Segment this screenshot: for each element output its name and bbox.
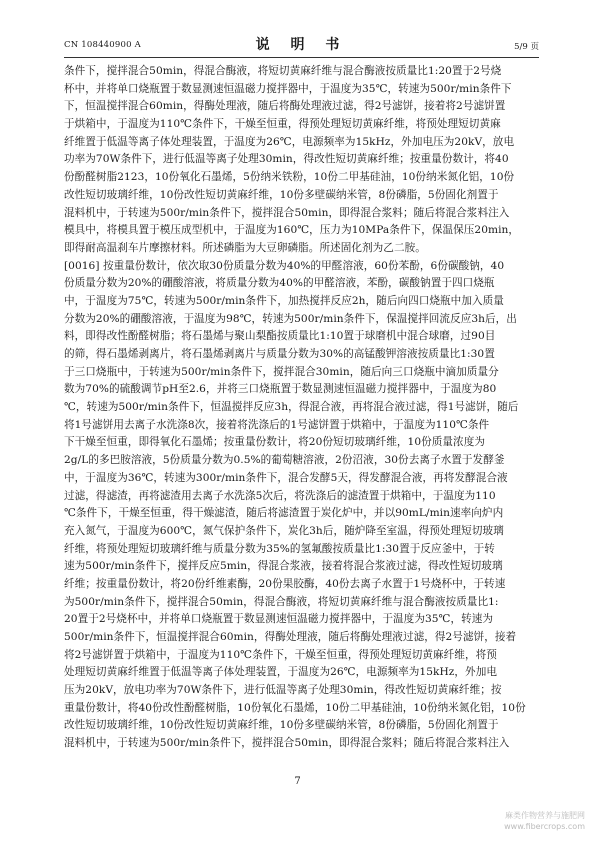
text-line: 重量份数计，将40份改性酚醛树脂，10份氧化石墨烯，10份二甲基硅油，10份纳米氮化铝，10份	[64, 701, 526, 714]
text-line: 将1号滤饼用去离子水洗涤8次，接着将洗涤后的1号滤饼置于烘箱中，于温度为110℃条件	[64, 418, 490, 431]
page-header	[64, 34, 539, 56]
text-line: 过滤，得滤渣，再将滤渣用去离子水洗涤5次后，将洗涤后的滤渣置于烘箱中，于温度为110	[64, 489, 496, 502]
text-line: 混料机中，于转速为500r/min条件下，搅拌混合50min，即得混合浆料；随后将混合浆料注入	[64, 206, 510, 219]
text-line: ℃条件下，干燥至恒重，得干燥滤渣，随后将滤渣置于炭化炉中，并以90mL/min速率向炉内	[64, 507, 504, 520]
text-line: 纤维，将预处理短切玻璃纤维与质量分数为35%的氢氟酸按质量比1:30置于反应釜中，于转	[64, 542, 495, 555]
patent-number: CN 108440900 A	[64, 40, 141, 50]
text-line: 下干燥至恒重，即得氧化石墨烯；按重量份数计，将20份短切玻璃纤维，10份质量浓度为	[64, 436, 485, 449]
text-line: 份质量分数为20%的硼酸溶液，将质量分数为40%的甲醛溶液，苯酚，碳酸钠置于四口烧瓶	[64, 277, 495, 290]
text-line: 的筛，得石墨烯剥离片，将石墨烯剥离片与质量分数为30%的高锰酸钾溶液按质量比1:30置	[64, 348, 495, 360]
text-line: 纤维；按重量份数计，将20份纤维素酶，20份果胶酶，40份去离子水置于1号烧杯中，于转速	[64, 577, 506, 590]
text-line: 为500r/min条件下，搅拌混合50min，得混合酶液，将短切黄麻纤维与混合酶液按质量比1:	[64, 595, 499, 608]
body-text	[64, 63, 541, 753]
page-number: 7	[294, 776, 301, 787]
document-title: 说 明 书	[255, 37, 348, 53]
text-line: 混料机中，于转速为500r/min条件下，搅拌混合50min，即得混合浆料；随后将混合浆料注入	[64, 737, 510, 750]
text-line: 压为20kV，放电功率为70W条件下，进行低温等离子处理30min，得改性短切黄麻纤维；按	[64, 684, 502, 697]
watermark-line-1: 麻类作物营养与施肥网	[505, 811, 585, 820]
text-line: 于三口烧瓶中，于转速为500r/min条件下，搅拌混合30min，随后向三口烧瓶中滴加质量分	[64, 365, 499, 378]
text-line: 500r/min条件下，恒温搅拌混合60min，得酶处理液，随后将酶处理液过滤，得2号滤饼，接着	[64, 631, 517, 643]
text-line: 速为500r/min条件下，搅拌反应5min，得混合浆液，接着将混合浆液过滤，得改性短切玻璃	[64, 560, 503, 573]
text-line: 模具中，将模具置于模压成型机中，于温度为160℃，压力为10MPa条件下，保温保压20min，	[64, 224, 520, 237]
text-line: 改性短切玻璃纤维，10份改性短切黄麻纤维，10份多壁碳纳米管，8份磷脂，5份固化剂置于	[64, 188, 499, 201]
text-line: 份酚醛树脂2123，10份氧化石墨烯，5份纳米铁粉，10份二甲基硅油，10份纳米氮化铝，10份	[64, 171, 515, 184]
header-rule	[64, 57, 539, 58]
page-indicator: 5/9 页	[514, 42, 539, 52]
text-line: 即得耐高温刹车片摩擦材料。所述磷脂为大豆卵磷脂。所述固化剂为乙二胺。	[64, 241, 426, 254]
text-line: 中，于温度为75℃，转速为500r/min条件下，加热搅拌反应2h，随后向四口烧瓶中加入质量	[64, 294, 504, 307]
text-line: 于烘箱中，于温度为110℃条件下，干燥至恒重，得预处理短切黄麻纤维，将预处理短切黄麻	[64, 118, 501, 131]
watermark-line-2: www.fibercrops.com	[504, 822, 585, 831]
text-line: 数为70%的硫酸调节pH至2.6，并将三口烧瓶置于数显测速恒温磁力搅拌器中，于温度为80	[64, 383, 497, 396]
watermark	[504, 810, 585, 832]
text-line: [0016] 按重量份数计，依次取30份质量分数为40%的甲醛溶液，60份苯酚，6份碳酸钠，40	[64, 259, 505, 272]
text-line: 分数为20%的硼酸溶液，于温度为98℃，转速为500r/min条件下，保温搅拌回流反应3h后，出	[64, 312, 517, 325]
text-line: 中，于温度为36℃，转速为300r/min条件下，混合发酵5天，得发酵混合液，再将发酵混合液	[64, 471, 508, 484]
text-line: 改性短切玻璃纤维，10份改性短切黄麻纤维，10份多壁碳纳米管，8份磷脂，5份固化剂置于	[64, 719, 499, 732]
text-line: 功率为70W条件下，进行低温等离子处理30min，得改性短切黄麻纤维；按重量份数计，将40	[64, 153, 509, 166]
text-line: 处理短切黄麻纤维置于低温等离子体处理装置，于温度为26℃，电源频率为15kHz，外加电	[64, 666, 497, 679]
text-line: 纤维置于低温等离子体处理装置，于温度为26℃，电源频率为15kHz，外加电压为20kV，放电	[64, 135, 515, 148]
text-line: 杯中，并将单口烧瓶置于数显测速恒温磁力搅拌器中，于温度为35℃，转速为500r/min条件下	[64, 82, 512, 95]
text-line: ℃，转速为500r/min条件下，恒温搅拌反应3h，得混合液，再将混合液过滤，得1号滤饼，随后	[64, 401, 519, 414]
text-line: 充入氮气，于温度为600℃，氮气保护条件下，炭化3h后，随炉降至室温，得预处理短切玻璃	[64, 524, 504, 537]
text-line: 条件下，搅拌混合50min，得混合酶液，将短切黄麻纤维与混合酶液按质量比1:20置于2号烧	[64, 65, 502, 77]
text-line: 下，恒温搅拌混合60min，得酶处理液，随后将酶处理液过滤，得2号滤饼，接着将2号滤饼置	[64, 100, 506, 113]
text-line: 2g/L的多巴胺溶液，5份质量分数为0.5%的葡萄糖溶液，2份沼液，30份去离子水置于发酵釜	[64, 454, 505, 467]
text-line: 将2号滤饼置于烘箱中，于温度为110℃条件下，干燥至恒重，得预处理短切黄麻纤维，将预	[64, 648, 497, 661]
text-line: 料，即得改性酚醛树脂；将石墨烯与聚山梨酯按质量比1:10置于球磨机中混合球磨，过90目	[64, 330, 496, 343]
text-line: 20置于2号烧杯中，并将单口烧瓶置于数显测速恒温磁力搅拌器中，于温度为35℃，转速为	[64, 613, 494, 626]
